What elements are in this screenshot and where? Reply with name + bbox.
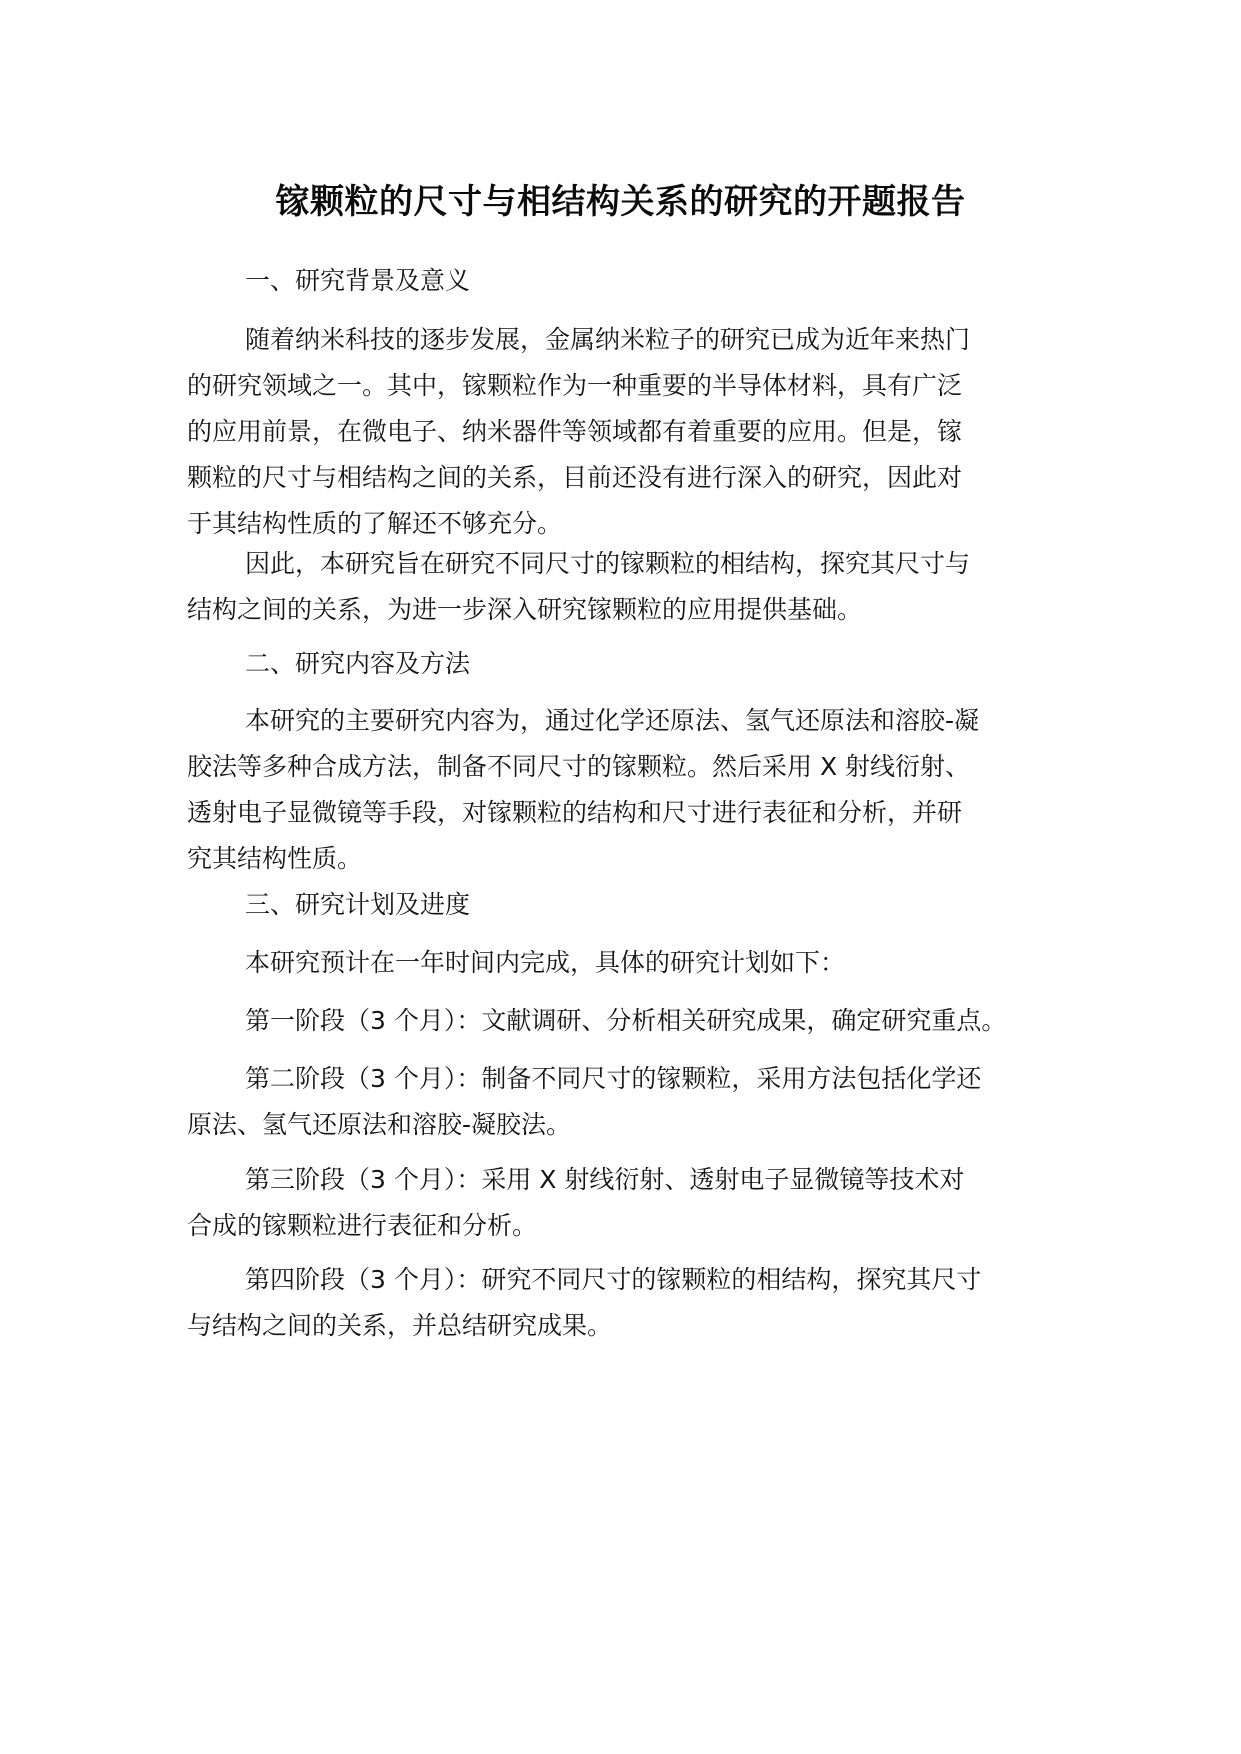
paragraph-plan-intro: [187, 940, 1067, 986]
paragraph-line: 第二阶段（3 个月）：制备不同尺寸的镓颗粒，采用方法包括化学还: [245, 1064, 982, 1093]
section-heading: 二、研究内容及方法: [245, 649, 471, 678]
paragraph-line: 第一阶段（3 个月）：文献调研、分析相关研究成果，确定研究重点。: [245, 1006, 1007, 1035]
paragraph-line: 于其结构性质的了解还不够充分。: [187, 509, 563, 538]
paragraph-line: 与结构之间的关系，并总结研究成果。: [187, 1311, 613, 1340]
paragraph-stage-2: [187, 1056, 1067, 1148]
paragraph-line: 透射电子显微镜等手段，对镓颗粒的结构和尺寸进行表征和分析，并研: [187, 798, 963, 827]
section-heading: 一、研究背景及意义: [245, 266, 471, 295]
paragraph-stage-1: [187, 998, 1067, 1044]
paragraph-line: 因此，本研究旨在研究不同尺寸的镓颗粒的相结构，探究其尺寸与: [245, 549, 971, 578]
paragraph-line: 随着纳米科技的逐步发展，金属纳米粒子的研究已成为近年来热门: [245, 325, 971, 354]
section-heading: 三、研究计划及进度: [245, 890, 471, 919]
section-heading-methods: [187, 641, 1067, 687]
paragraph-line: 究其结构性质。: [187, 844, 363, 873]
paragraph-stage-4: [187, 1257, 1067, 1349]
paragraph-line: 原法、氢气还原法和溶胶-凝胶法。: [187, 1110, 572, 1139]
paragraph-stage-3: [187, 1157, 1067, 1249]
paragraph-line: 第四阶段（3 个月）：研究不同尺寸的镓颗粒的相结构，探究其尺寸: [245, 1265, 982, 1294]
section-heading-plan: [187, 882, 1067, 928]
paragraph-line: 结构之间的关系，为进一步深入研究镓颗粒的应用提供基础。: [187, 595, 863, 624]
paragraph-line: 第三阶段（3 个月）：采用 X 射线衍射、透射电子显微镜等技术对: [245, 1165, 965, 1194]
section-heading-background: [187, 258, 1067, 304]
paragraph-line: 本研究的主要研究内容为，通过化学还原法、氢气还原法和溶胶-凝: [245, 706, 980, 735]
paragraph-line: 合成的镓颗粒进行表征和分析。: [187, 1211, 538, 1240]
document-title: 镓颗粒的尺寸与相结构关系的研究的开题报告: [275, 182, 966, 222]
paragraph-line: 本研究预计在一年时间内完成，具体的研究计划如下：: [245, 948, 846, 977]
paragraph-line: 的应用前景，在微电子、纳米器件等领域都有着重要的应用。但是，镓: [187, 417, 963, 446]
paragraph-line: 颗粒的尺寸与相结构之间的关系，目前还没有进行深入的研究，因此对: [187, 463, 963, 492]
paragraph-background-2: [187, 541, 1067, 633]
paragraph-line: 的研究领域之一。其中，镓颗粒作为一种重要的半导体材料，具有广泛: [187, 371, 963, 400]
paragraph-line: 胶法等多种合成方法，制备不同尺寸的镓颗粒。然后采用 X 射线衍射、: [187, 752, 971, 781]
paragraph-background-1: [187, 317, 1067, 547]
paragraph-methods: [187, 698, 1067, 882]
